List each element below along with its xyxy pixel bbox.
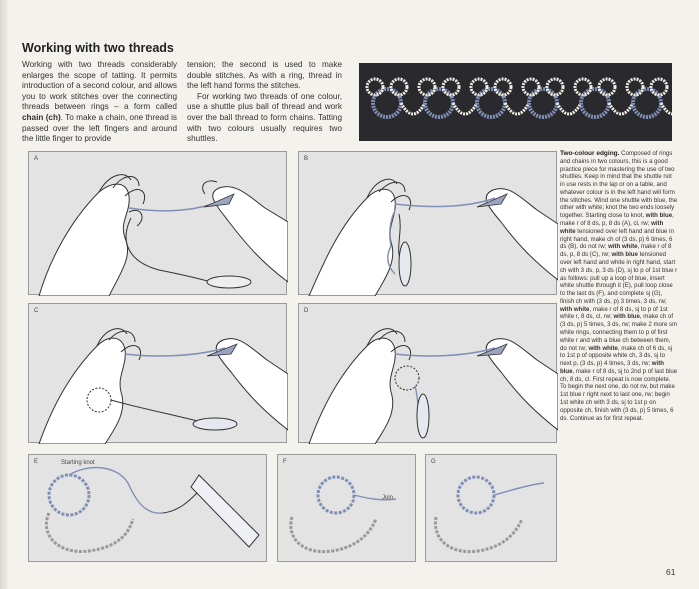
edging-ring xyxy=(367,79,383,95)
edging-ring xyxy=(495,79,511,95)
edging-ring xyxy=(453,103,477,114)
intro-col1-seg-2: . To make a chain, one thread is passed over the left fingers and around the little finger to provide xyxy=(22,112,177,144)
illustration-panel-b xyxy=(298,151,557,295)
caption-segment: with blue xyxy=(560,360,664,375)
panel-label-e: E xyxy=(34,459,39,465)
edging-ring xyxy=(609,103,633,114)
caption-segment: tensioned over left hand and white in right hand, start ch with 3 ds, p, 3 ds (D), sj to p of 1st blue r as follows: pull up a loop of blue, insert white shuttle through it (E), pull loop close to the last ds (F), and complete sj (G), finish ch with (3 ds, p) 3 times, 3 ds, rw; xyxy=(560,251,678,305)
caption-segment: with white xyxy=(560,220,664,235)
intro-col2-para-0: tension; the second is used to make double stitches. As with a ring, thread in the left hand forms the stitches. xyxy=(187,60,342,91)
illustration-panel-f xyxy=(277,454,416,562)
intro-col2-para-1: For working two threads of one colour, use a shuttle plus ball of thread and work over the ball thread to form chains. Tatting with two colours usually requires two shuttles. xyxy=(187,91,342,144)
caption-segment: , make r of 8 ds, sj to 2nd p of last blue ch, 8 ds, cl. First repeat is now complete. To begin the next one, do not rw, but make 1st blue r right next to last one, rw; begin 1st white ch with 3 ds, sj to 1st p on opposite ch, finish with (3 ds, p) 5 times, 6 ds. Continue as for first repeat. xyxy=(560,367,678,422)
caption-segment: , make ch of 6 ds, sj to 1st p of opposite white ch, 3 ds, sj to next p, (3 ds, p) 4 times, 3 ds, rw; xyxy=(560,344,673,368)
edging-ring xyxy=(547,79,563,95)
edging-ring xyxy=(627,79,643,95)
intro-col1-term-chain: chain (ch) xyxy=(22,112,61,122)
caption-title: Two-colour edging. xyxy=(560,150,620,157)
tatting-drawing-f xyxy=(278,455,417,563)
edging-ring xyxy=(401,103,425,114)
caption-segment: with white xyxy=(560,305,590,313)
page-number: 61 xyxy=(666,567,676,577)
caption-segment: Composed of rings and chains in two colours, this is a good practice piece for mastering the use of two shuttles. Keep in mind that the shuttle not in use rests in the lap or on a table, and whatever colour is in the left hand will form the stitches. Wind one shuttle with blue, the other with white; knot the two ends loosely together. Starting close to knot, xyxy=(560,150,678,220)
panel-label-c: C xyxy=(34,308,39,314)
illustration-panel-d xyxy=(298,303,557,443)
edging-ring xyxy=(471,79,487,95)
edging-ring xyxy=(443,79,459,95)
edging-ring xyxy=(419,79,435,95)
illustration-panel-c xyxy=(28,303,287,443)
page-spine-shadow xyxy=(0,0,8,589)
caption-segment: , make r of 8 ds, p, 8 ds (A), cl, rw; xyxy=(560,212,674,228)
caption-segment: , make r of 8 ds, sj to p of 1st white r, 8 ds, cl, rw; xyxy=(560,305,668,321)
tatting-drawing-g xyxy=(426,455,558,563)
panel-label-g: G xyxy=(431,459,436,465)
edging-photo-drawing xyxy=(359,63,672,141)
caption-segment: with white xyxy=(588,344,618,352)
illustration-panel-g xyxy=(425,454,557,562)
intro-col1-seg-0: Working with two threads considerably enlarges the scope of tatting. It permits introduction of a second colour, and allows you to work stitches over the connecting threads between rings – a form called xyxy=(22,60,177,112)
hands-drawing-d xyxy=(299,304,558,444)
caption-segment: tensioned over left hand and blue in right hand, make ch of (3 ds, p) 6 times, 6 ds (B), do not rw; xyxy=(560,227,674,251)
caption-segment: with blue xyxy=(613,313,640,321)
hands-drawing-c xyxy=(29,304,288,444)
intro-column-left xyxy=(22,60,177,145)
caption-segment: with blue xyxy=(611,251,638,259)
panel-label-d: D xyxy=(304,308,309,314)
edging-ring xyxy=(599,79,615,95)
caption-segment: , make r of 8 ds, p, 8 ds (C), rw; xyxy=(560,243,672,259)
caption-segment: with white xyxy=(608,243,638,251)
join-annotation: Join xyxy=(382,495,394,501)
caption-segment: with blue xyxy=(645,212,673,220)
edging-instructions xyxy=(560,150,678,422)
edging-ring xyxy=(505,103,529,114)
tatting-drawing-e xyxy=(29,455,268,563)
caption-segment: , make ch of (3 ds, p) 5 times, 3 ds, rw; make 2 more sm white rings, connecting them to p of first white r and with a blue ch between them, do not rw; xyxy=(560,313,678,352)
illustration-panel-e xyxy=(28,454,267,562)
starting-knot-annotation: Starting knot xyxy=(61,460,95,466)
hands-drawing-b xyxy=(299,152,558,296)
intro-column-right xyxy=(187,60,342,145)
edging-ring xyxy=(651,79,667,95)
edging-ring xyxy=(523,79,539,95)
edging-ring xyxy=(391,79,407,95)
panel-label-b: B xyxy=(304,156,309,162)
panel-label-a: A xyxy=(34,156,39,162)
hands-drawing-a xyxy=(29,152,288,296)
edging-photo xyxy=(359,63,672,141)
illustration-panel-a xyxy=(28,151,287,295)
edging-ring xyxy=(557,103,581,114)
section-heading: Working with two threads xyxy=(22,41,174,55)
caption-body xyxy=(560,150,677,422)
panel-label-f: F xyxy=(283,459,287,465)
edging-ring xyxy=(575,79,591,95)
